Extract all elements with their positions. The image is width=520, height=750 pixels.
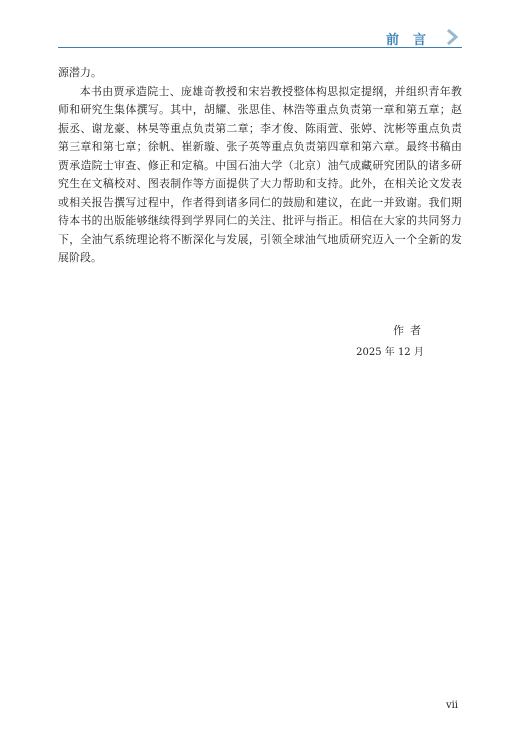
signature-author: 作者 [393, 324, 427, 337]
body-text [58, 64, 462, 268]
chevron-right-icon [446, 29, 460, 45]
header-rule [58, 47, 462, 48]
running-header [58, 20, 462, 50]
paragraph-continuation: 源潜力。 [58, 66, 102, 79]
running-header-title: 前言 [385, 33, 440, 48]
signature-date: 2025 年 12 月 [356, 347, 424, 358]
paragraph-acknowledgements: 本书由贾承造院士、庞雄奇教授和宋岩教授整体构思拟定提纲，并组织青年教师和研究生集体撰写。其中，胡耀、张思佳、林浩等重点负责第一章和第五章；赵振丞、谢龙豪、林昊等重点负责第二章；李才俊、陈雨萱、张婷、沈彬等重点负责第三章和第七章；徐帆、崔新璇、张子英等重点负责第四章和第六章。最终书稿由贾承造院士审查、修正和定稿。中国石油大学（北京）油气成藏研究团队的诸多研究生在文稿校对、图表制作等方面提供了大力帮助和支持。此外，在相关论文发表或相关报告撰写过程中，作者得到诸多同仁的鼓励和建议，在此一并致谢。我们期待本书的出版能够继续得到学界同仁的关注、批评与指正。相信在大家的共同努力下，全油气系统理论将不断深化与发展，引领全球油气地质研究迈入一个全新的发展阶段。 [58, 84, 462, 265]
page-number: vii [445, 700, 458, 711]
